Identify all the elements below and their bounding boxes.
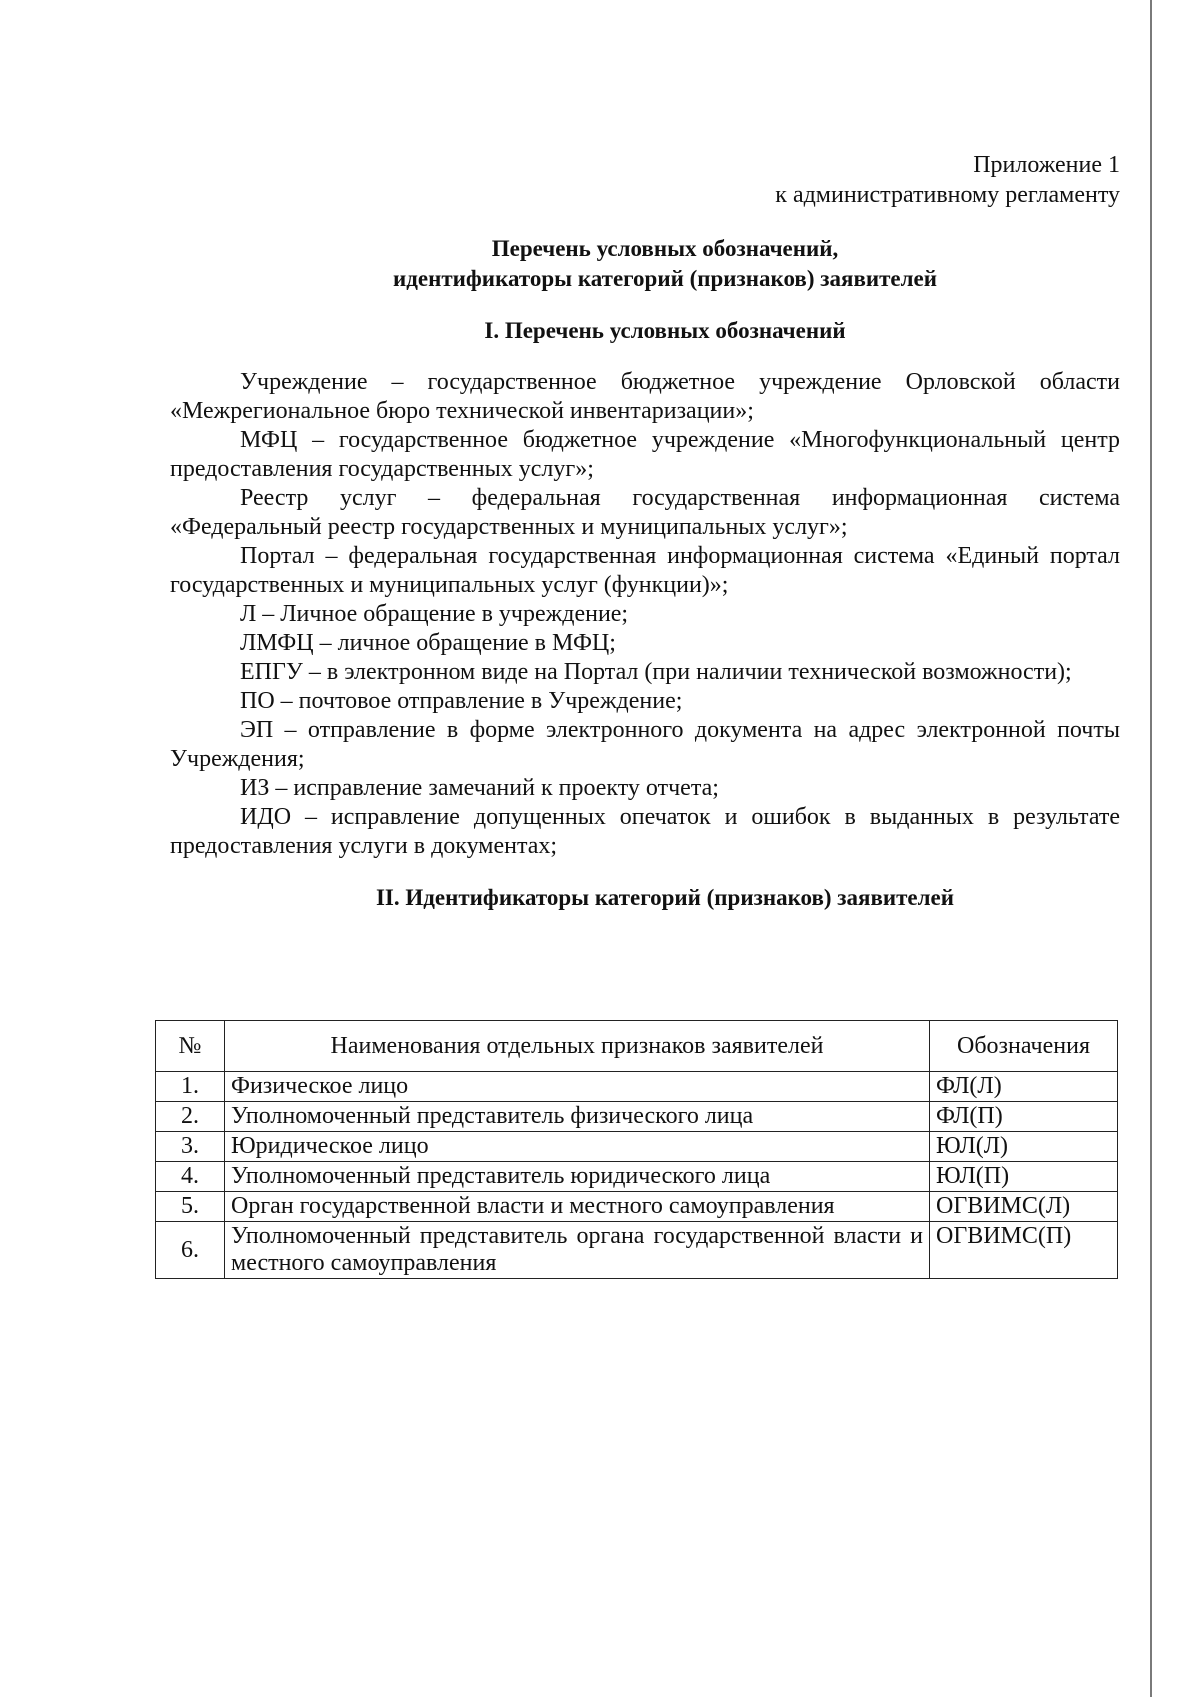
header-code: Обозначения — [930, 1021, 1118, 1072]
definition-item: Портал – федеральная государственная информационная система «Единый портал государственных и муниципальных услуг (функции)»; — [170, 543, 1120, 598]
table-row — [156, 1132, 1118, 1162]
row-code: ОГВИМС(Л) — [930, 1192, 1118, 1222]
definition-item: ИДО – исправление допущенных опечаток и ошибок в выданных в результате предоставления услуги в документах; — [170, 804, 1120, 859]
section-1-heading: I. Перечень условных обозначений — [484, 318, 846, 343]
row-code: ЮЛ(Л) — [930, 1132, 1118, 1162]
section-2-heading: II. Идентификаторы категорий (признаков) заявителей — [375, 885, 955, 910]
row-code: ФЛ(Л) — [930, 1072, 1118, 1102]
row-code: ЮЛ(П) — [930, 1162, 1118, 1192]
row-number: 2. — [156, 1102, 225, 1132]
applicant-categories-table — [155, 1020, 1118, 1279]
definition-item: Реестр услуг – федеральная государственная информационная система «Федеральный реестр государственных и муниципальных услуг»; — [170, 485, 1120, 540]
appendix-line-2: к административному регламенту — [775, 182, 1120, 208]
row-name: Уполномоченный представитель органа государственной власти и местного самоуправления — [225, 1222, 930, 1279]
table-header-row — [156, 1021, 1118, 1072]
table-row — [156, 1192, 1118, 1222]
row-number: 1. — [156, 1072, 225, 1102]
row-name: Орган государственной власти и местного самоуправления — [225, 1192, 930, 1222]
definition-item: Л – Личное обращение в учреждение; — [240, 601, 629, 627]
row-number: 4. — [156, 1162, 225, 1192]
table-row — [156, 1072, 1118, 1102]
header-name: Наименования отдельных признаков заявителей — [225, 1021, 930, 1072]
row-number: 3. — [156, 1132, 225, 1162]
definition-item: ИЗ – исправление замечаний к проекту отчета; — [240, 775, 719, 801]
table-row — [156, 1162, 1118, 1192]
header-number: № — [156, 1021, 225, 1072]
row-number: 6. — [156, 1222, 225, 1279]
title-line-2: идентификаторы категорий (признаков) заявителей — [393, 266, 937, 291]
row-name: Юридическое лицо — [225, 1132, 930, 1162]
row-number: 5. — [156, 1192, 225, 1222]
title-line-1: Перечень условных обозначений, — [491, 236, 839, 261]
definition-item: Учреждение – государственное бюджетное учреждение Орловской области «Межрегиональное бюро технической инвентаризации»; — [170, 369, 1120, 424]
document-page — [170, 150, 1120, 913]
definition-item: МФЦ – государственное бюджетное учреждение «Многофункциональный центр предоставления государственных услуг»; — [170, 427, 1120, 482]
table-row — [156, 1222, 1118, 1279]
row-code: ОГВИМС(П) — [930, 1222, 1118, 1279]
appendix-note — [170, 150, 1120, 210]
definition-item: ЭП – отправление в форме электронного документа на адрес электронной почты Учреждения; — [170, 717, 1120, 772]
table-row — [156, 1102, 1118, 1132]
scan-edge-line — [1150, 0, 1152, 1697]
row-code: ФЛ(П) — [930, 1102, 1118, 1132]
row-name: Уполномоченный представитель физического лица — [225, 1102, 930, 1132]
document-title — [170, 234, 1120, 294]
row-name: Уполномоченный представитель юридического лица — [225, 1162, 930, 1192]
definition-item: ЕПГУ – в электронном виде на Портал (при наличии технической возможности); — [240, 659, 1072, 685]
row-name: Физическое лицо — [225, 1072, 930, 1102]
definition-item: ПО – почтовое отправление в Учреждение; — [240, 688, 683, 714]
definitions-list — [170, 368, 1120, 861]
definition-item: ЛМФЦ – личное обращение в МФЦ; — [240, 630, 616, 656]
appendix-line-1: Приложение 1 — [973, 152, 1120, 178]
